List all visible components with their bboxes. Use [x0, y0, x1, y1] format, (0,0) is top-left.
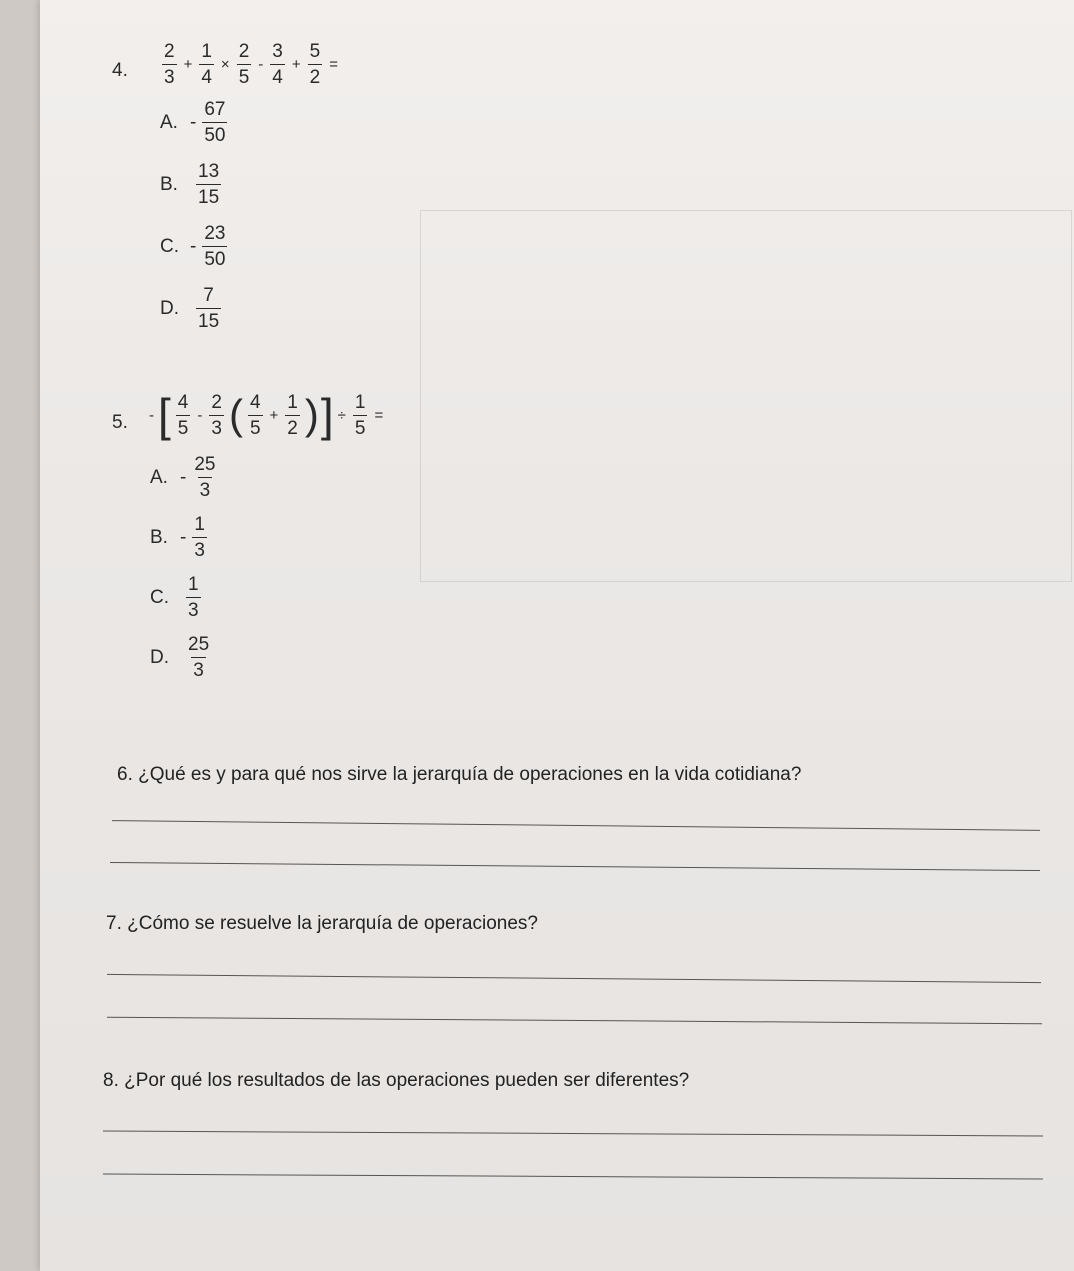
q5-fraction-2: $\frac{2}{3}$: [211, 391, 222, 439]
option-sign: -: [180, 466, 187, 488]
option-letter: B.: [160, 173, 178, 195]
option-fraction: $\frac{67}{50}$: [204, 99, 226, 146]
q4-option-c[interactable]: [160, 224, 231, 269]
q5-lead-sign: -: [149, 406, 154, 424]
q4-option-b[interactable]: [160, 162, 225, 207]
q5-op-2: +: [269, 406, 279, 424]
q4-operator: =: [329, 56, 338, 73]
option-letter: D.: [160, 297, 179, 319]
open-bracket: [: [158, 389, 171, 441]
close-paren: ): [304, 391, 319, 438]
q4-operator: ×: [220, 56, 230, 73]
q4-expression: [158, 42, 341, 87]
option-fraction: $\frac{7}{15}$: [198, 285, 220, 332]
option-letter: A.: [160, 111, 178, 133]
q5-op-3: ÷: [337, 406, 346, 424]
option-letter: B.: [150, 526, 168, 548]
q5-option-b[interactable]: [150, 515, 211, 560]
q5-op-1: -: [197, 406, 203, 424]
option-letter: C.: [160, 235, 179, 257]
q5-expression: [146, 389, 386, 441]
q5-number: 5.: [112, 412, 128, 433]
bleed-through-box: [420, 210, 1072, 582]
option-letter: A.: [150, 466, 168, 488]
q4-option-d[interactable]: [160, 286, 225, 331]
q4-operator: +: [183, 56, 193, 73]
q5-option-c[interactable]: [150, 575, 205, 620]
q5-option-d[interactable]: [150, 635, 215, 680]
q4-fraction: $\frac{2}{5}$: [238, 41, 250, 88]
option-fraction: $\frac{1}{3}$: [188, 574, 199, 621]
q5-fraction-4: $\frac{1}{2}$: [287, 391, 298, 439]
q4-number: 4.: [112, 60, 128, 81]
q5-fraction-3: $\frac{4}{5}$: [249, 391, 261, 439]
q5-option-a[interactable]: [150, 455, 221, 500]
close-bracket: ]: [320, 389, 334, 441]
q5-equals: =: [374, 406, 384, 424]
option-fraction: $\frac{23}{50}$: [204, 223, 226, 270]
q5-fraction-1: $\frac{4}{5}$: [177, 391, 189, 439]
option-fraction: $\frac{25}{3}$: [188, 634, 210, 681]
q4-fraction: $\frac{2}{3}$: [164, 41, 175, 88]
q4-fraction: $\frac{3}{4}$: [272, 41, 283, 88]
option-fraction: $\frac{1}{3}$: [194, 514, 205, 561]
q4-option-a[interactable]: [160, 100, 231, 145]
option-sign: -: [190, 111, 197, 133]
option-fraction: $\frac{25}{3}$: [194, 454, 216, 501]
option-sign: -: [180, 526, 187, 548]
q6-text: 6. ¿Qué es y para qué nos sirve la jerarquía de operaciones en la vida cotidiana?: [117, 764, 802, 785]
q8-text: 8. ¿Por qué los resultados de las operaciones pueden ser diferentes?: [103, 1070, 690, 1091]
option-fraction: $\frac{13}{15}$: [198, 161, 220, 208]
option-letter: D.: [150, 646, 169, 668]
open-paren: (: [228, 391, 243, 438]
q4-fraction: $\frac{5}{2}$: [309, 41, 321, 88]
q5-fraction-5: $\frac{1}{5}$: [354, 391, 366, 439]
q4-fraction: $\frac{1}{4}$: [201, 41, 212, 88]
q4-operator: -: [258, 56, 264, 73]
q4-operator: +: [291, 56, 301, 73]
option-letter: C.: [150, 586, 169, 608]
option-sign: -: [190, 235, 197, 257]
q7-text: 7. ¿Cómo se resuelve la jerarquía de operaciones?: [106, 913, 538, 934]
